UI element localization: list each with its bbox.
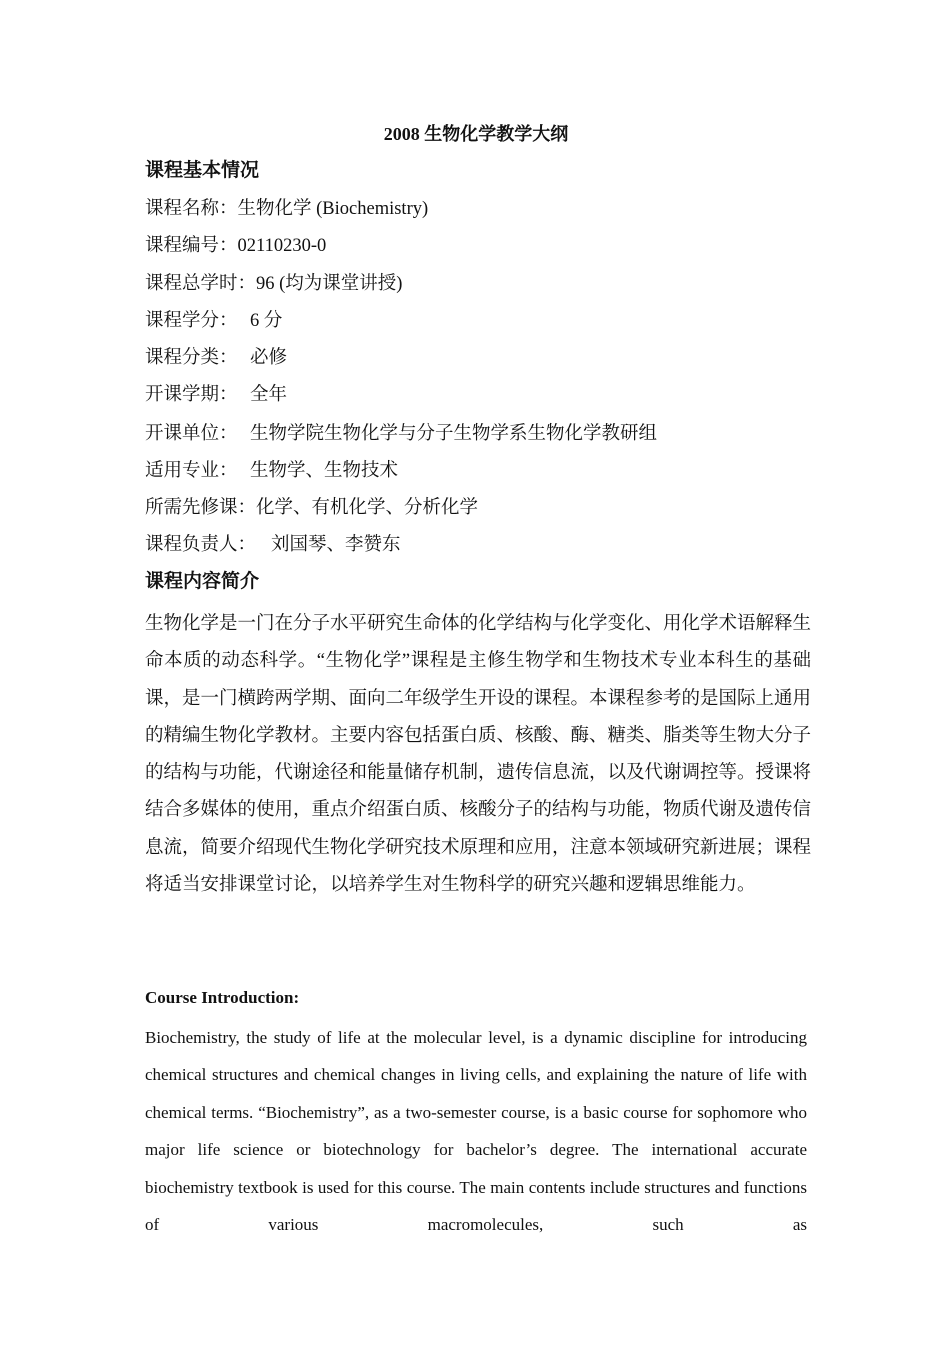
info-value: 刘国琴、李赞东 — [271, 535, 401, 555]
info-value: 化学、有机化学、分析化学 — [256, 498, 479, 518]
info-label: 课程名称： — [145, 199, 238, 219]
info-row-course-code — [145, 233, 326, 259]
info-value: 生物学院生物化学与分子生物学系生物化学教研组 — [250, 424, 658, 444]
section-heading-content-intro: 课程内容简介 — [145, 571, 260, 592]
info-value: 生物学、生物技术 — [250, 461, 399, 481]
document-title: 2008 生物化学教学大纲 — [383, 124, 569, 144]
info-row-semester — [145, 382, 287, 408]
info-value: 必修 — [250, 348, 288, 368]
info-label: 课程学分： — [145, 311, 238, 331]
info-label: 课程分类： — [145, 348, 238, 368]
info-row-category — [145, 345, 287, 371]
section-heading-basic-info: 课程基本情况 — [145, 160, 260, 181]
info-label: 开课单位： — [145, 424, 238, 444]
info-label: 课程编号： — [145, 236, 238, 256]
info-row-prerequisites — [145, 495, 478, 521]
info-value: 生物化学 (Biochemistry) — [237, 199, 429, 219]
english-intro-paragraph: Biochemistry, the study of life at the molecular level, is a dynamic discipline for introducing chemical structures and chemical changes in living cells, and explaining the nature of life with chemical terms. “Biochemistry”, as a two-semester course, is a basic course for sophomore who major life science or biotechnology for bachelor’s degree. The international accurate biochemistry textbook is used for this course. The main contents include structures and functions of various macromolecules, such as — [145, 1028, 807, 1235]
content-intro-paragraph: 生物化学是一门在分子水平研究生命体的化学结构与化学变化、用化学术语解释生命本质的动态科学。“生物化学”课程是主修生物学和生物技术专业本科生的基础课，是一门横跨两学期、面向二年级学生开设的课程。本课程参考的是国际上通用的精编生物化学教材。主要内容包括蛋白质、核酸、酶、糖类、脂类等生物大分子的结构与功能，代谢途径和能量储存机制，遗传信息流，以及代谢调控等。授课将结合多媒体的使用，重点介绍蛋白质、核酸分子的结构与功能，物质代谢及遗传信息流，简要介绍现代生物化学研究技术原理和应用，注意本领域研究新进展；课程将适当安排课堂讨论，以培养学生对生物科学的研究兴趣和逻辑思维能力。 — [145, 614, 812, 896]
info-label: 课程负责人： — [145, 535, 257, 555]
info-value: 96 (均为课堂讲授) — [256, 274, 403, 294]
info-row-majors — [145, 458, 398, 484]
info-row-total-hours — [145, 271, 402, 297]
info-value: 02110230-0 — [237, 236, 327, 256]
info-label: 课程总学时： — [145, 274, 257, 294]
info-row-instructors — [145, 532, 401, 558]
info-value: 6 分 — [250, 311, 283, 331]
info-row-course-name — [145, 196, 428, 222]
info-label: 所需先修课： — [145, 498, 257, 518]
info-label: 适用专业： — [145, 461, 238, 481]
english-section-heading: Course Introduction: — [145, 988, 300, 1007]
info-label: 开课学期： — [145, 385, 238, 405]
info-row-credits — [145, 308, 282, 334]
info-row-department — [145, 421, 657, 447]
info-value: 全年 — [250, 385, 288, 405]
